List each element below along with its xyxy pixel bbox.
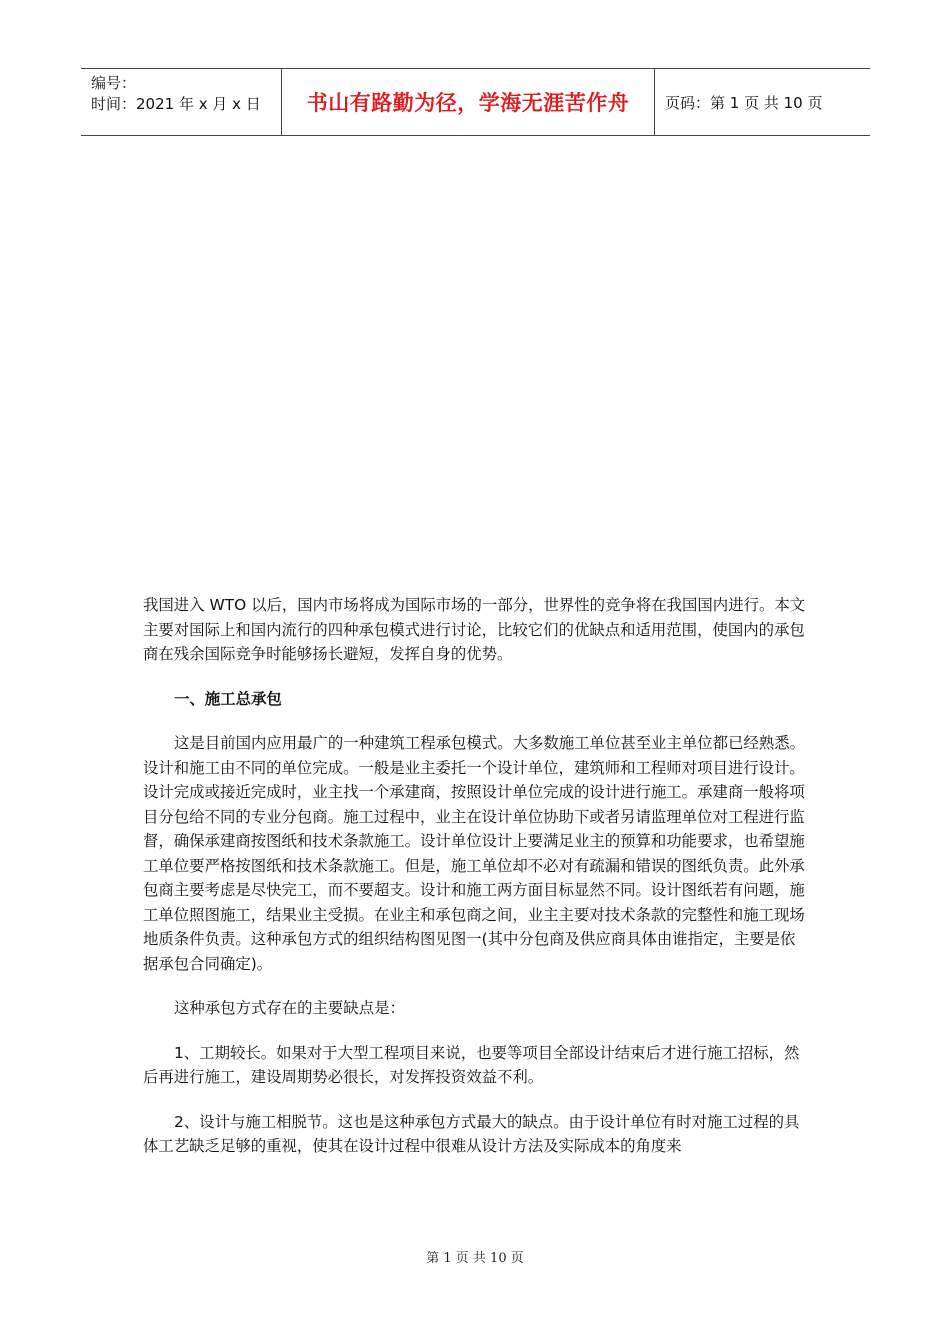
intro-paragraph: 我国进入 WTO 以后，国内市场将成为国际市场的一部分，世界性的竞争将在我国国内进行。本文主要对国际上和国内流行的四种承包模式进行讨论，比较它们的优缺点和适用范围，使国内的承包商在残余国际竞争时能够扬长避短，发挥自身的优势。 bbox=[143, 596, 806, 663]
page-footer: 第 1 页 共 10 页 bbox=[426, 1251, 524, 1266]
document-number-label: 编号： bbox=[91, 74, 137, 92]
header-motto: 书山有路勤为径，学海无涯苦作舟 bbox=[306, 90, 630, 115]
section-heading: 一、施工总承包 bbox=[174, 689, 282, 708]
document-time-label: 时间：2021 年 x 月 x 日 bbox=[91, 95, 261, 113]
drawbacks-intro: 这种承包方式存在的主要缺点是： bbox=[174, 999, 405, 1017]
section-paragraph: 这是目前国内应用最广的一种建筑工程承包模式。大多数施工单位甚至业主单位都已经熟悉。设计和施工由不同的单位完成。一般是业主委托一个设计单位，建筑师和工程师对项目进行设计。设计完成或接近完成时，业主找一个承建商，按照设计单位完成的设计进行施工。承建商一般将项目分包给不同的专业分包商。施工过程中，业主在设计单位协助下或者另请监理单位对工程进行监督，确保承建商按图纸和技术条款施工。设计单位设计上要满足业主的预算和功能要求，也希望施工单位要严格按图纸和技术条款施工。但是，施工单位却不必对有疏漏和错误的图纸负责。此外承包商主要考虑是尽快完工，而不要超支。设计和施工两方面目标显然不同。设计图纸若有问题，施工单位照图施工，结果业主受损。在业主和承包商之间，业主主要对技术条款的完整性和施工现场地质条件负责。这种承包方式的组织结构图见图一(其中分包商及供应商具体由谁指定，主要是依据承包合同确定)。 bbox=[143, 734, 806, 973]
header-page-cell bbox=[655, 69, 870, 135]
header-page-code: 页码：第 1 页 共 10 页 bbox=[665, 93, 823, 112]
header-motto-cell bbox=[281, 69, 655, 135]
drawback-item-1: 1、工期较长。如果对于大型工程项目来说，也要等项目全部设计结束后才进行施工招标，然后再进行施工，建设周期势必很长，对发挥投资效益不利。 bbox=[143, 1043, 800, 1086]
document-header bbox=[81, 68, 870, 136]
header-meta bbox=[81, 69, 281, 135]
drawback-item-2: 2、设计与施工相脱节。这也是这种承包方式最大的缺点。由于设计单位有时对施工过程的具体工艺缺乏足够的重视，使其在设计过程中很难从设计方法及实际成本的角度来 bbox=[143, 1112, 800, 1155]
document-body bbox=[143, 593, 807, 1159]
